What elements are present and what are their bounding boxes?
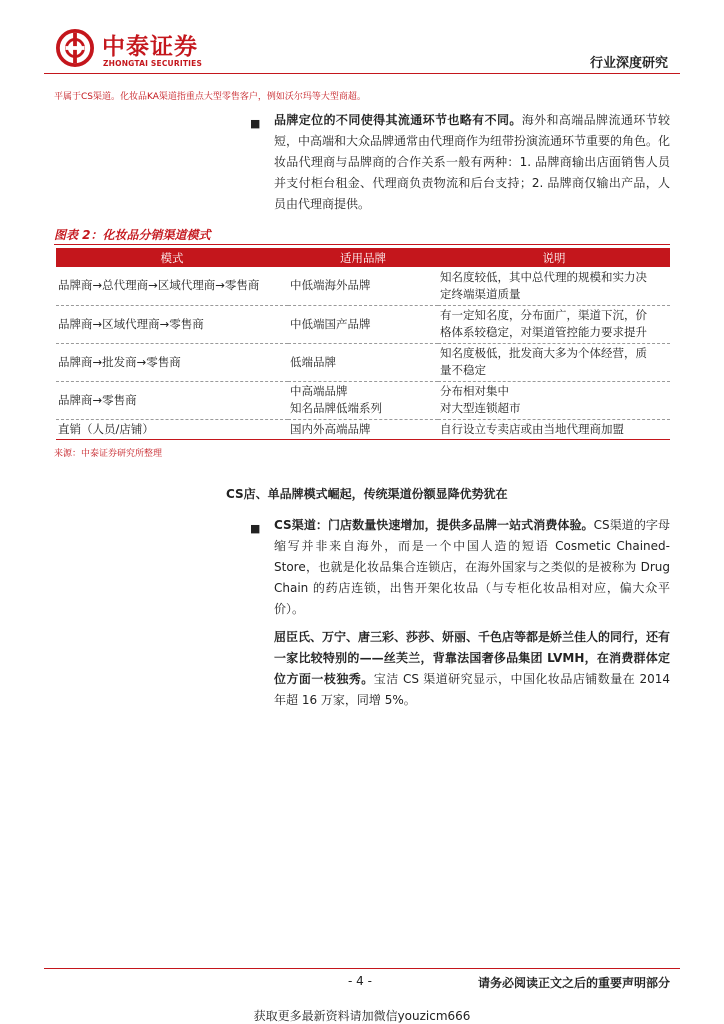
table-cell-mode: 品牌商→总代理商→区域代理商→零售商	[56, 267, 288, 305]
table-row	[56, 419, 670, 439]
table-header: 说明	[438, 248, 670, 267]
figure-title: 图表 2：化妆品分销渠道模式	[54, 228, 211, 242]
desc-line: 定终端渠道质量	[440, 286, 521, 301]
figure-divider	[54, 244, 670, 245]
brand-line: 知名品牌低端系列	[290, 401, 382, 415]
paragraph-body: 宝洁 CS 渠道研究显示，中国化妆品店铺数量在 2014 年超 16 万家，同增 5%。	[274, 672, 670, 707]
page-number: - 4 -	[348, 974, 372, 988]
table-cell-mode: 品牌商→批发商→零售商	[56, 343, 288, 381]
table-cell-brand: 中低端海外品牌	[288, 267, 438, 305]
brand-name-en: ZHONGTAI SECURITIES	[103, 59, 203, 68]
channel-table	[56, 248, 670, 440]
table-row	[56, 267, 670, 305]
table-cell-brand: 低端品牌	[288, 343, 438, 381]
desc-line: 量不稳定	[440, 363, 486, 377]
table-header: 模式	[56, 248, 288, 267]
company-logo-icon	[56, 29, 94, 67]
paragraph-lead: CS渠道：门店数量快速增加，提供多品牌一站式消费体验。	[274, 518, 594, 532]
table-cell-brand: 中低端国产品牌	[288, 305, 438, 343]
desc-line: 对大型连锁超市	[440, 401, 521, 415]
brand-line: 中高端品牌	[290, 384, 348, 398]
table-header: 适用品牌	[288, 248, 438, 267]
desc-line: 格体系较稳定，对渠道管控能力要求提升	[440, 325, 647, 339]
section-heading: CS店、单品牌模式崛起，传统渠道份额显降优势犹在	[226, 487, 508, 501]
paragraph-lead: 屈臣氏、万宁、唐三彩、莎莎、妍丽、千色店等都是娇兰佳人的同行，还有一家比较特别的——丝芙兰，背靠法国奢侈品集团 LVMH，在消费群体定位方面一枝独秀。	[274, 630, 671, 686]
footer-divider	[44, 968, 680, 969]
desc-line: 自行设立专卖店或由当地代理商加盟	[440, 421, 624, 436]
table-cell-brand: 国内外高端品牌	[288, 419, 438, 439]
bottom-promo-text: 获取更多最新资料请加微信youzicm666	[253, 1009, 471, 1023]
table-row	[56, 381, 670, 419]
paragraph-cs-channel	[274, 515, 670, 620]
table-cell-desc	[438, 305, 670, 343]
top-footnote: 平属于CS渠道。化妆品KA渠道指重点大型零售客户，例如沃尔玛等大型商超。	[54, 92, 366, 102]
disclaimer-notice: 请务必阅读正文之后的重要声明部分	[477, 976, 670, 990]
paragraph-body: CS渠道的字母缩写并非来自海外，而是一个中国人造的短语 Cosmetic Chained-Store，也就是化妆品集合连锁店，在海外国家与之类似的是被称为 Drug Chain 的药店连锁，出售开架化妆品（与专柜化妆品相对应，偏大众平价）。	[274, 518, 670, 616]
report-type: 行业深度研究	[589, 56, 668, 71]
table-cell-desc	[438, 267, 670, 305]
table-cell-desc	[438, 343, 670, 381]
table-cell-mode: 品牌商→区域代理商→零售商	[56, 305, 288, 343]
paragraph-body: 海外和高端品牌流通环节较短，中高端和大众品牌通常由代理商作为纽带扮演流通环节重要的角色。化妆品代理商与品牌商的合作关系一般有两种：1. 品牌商输出店面销售人员并支付柜台租金、代理商负责物流和后台支持；2. 品牌商仅输出产品，人员由代理商提供。	[274, 113, 671, 211]
bullet-square-icon: ■	[250, 117, 261, 130]
table-header-row	[56, 248, 670, 267]
brand-name-cn: 中泰证券	[102, 34, 198, 60]
desc-line: 知名度较低，其中总代理的规模和实力决	[440, 269, 647, 284]
header-divider	[44, 73, 680, 74]
paragraph-peers	[274, 627, 670, 711]
bullet-square-icon: ■	[250, 522, 261, 535]
table-cell-desc	[438, 381, 670, 419]
table-cell-brand	[288, 381, 438, 419]
paragraph-lead: 品牌定位的不同使得其流通环节也略有不同。	[274, 113, 522, 127]
table-cell-mode: 品牌商→零售商	[56, 381, 288, 419]
figure-source: 来源：中泰证券研究所整理	[54, 449, 163, 459]
table-row	[56, 305, 670, 343]
table-cell-mode: 直销（人员/店铺）	[56, 419, 288, 439]
table-cell-desc	[438, 419, 670, 439]
desc-line: 有一定知名度，分布面广，渠道下沉，价	[440, 308, 647, 322]
desc-line: 分布相对集中	[440, 384, 509, 398]
paragraph-brand-positioning	[274, 110, 670, 215]
table-row	[56, 343, 670, 381]
desc-line: 知名度极低，批发商大多为个体经营，质	[440, 346, 647, 360]
